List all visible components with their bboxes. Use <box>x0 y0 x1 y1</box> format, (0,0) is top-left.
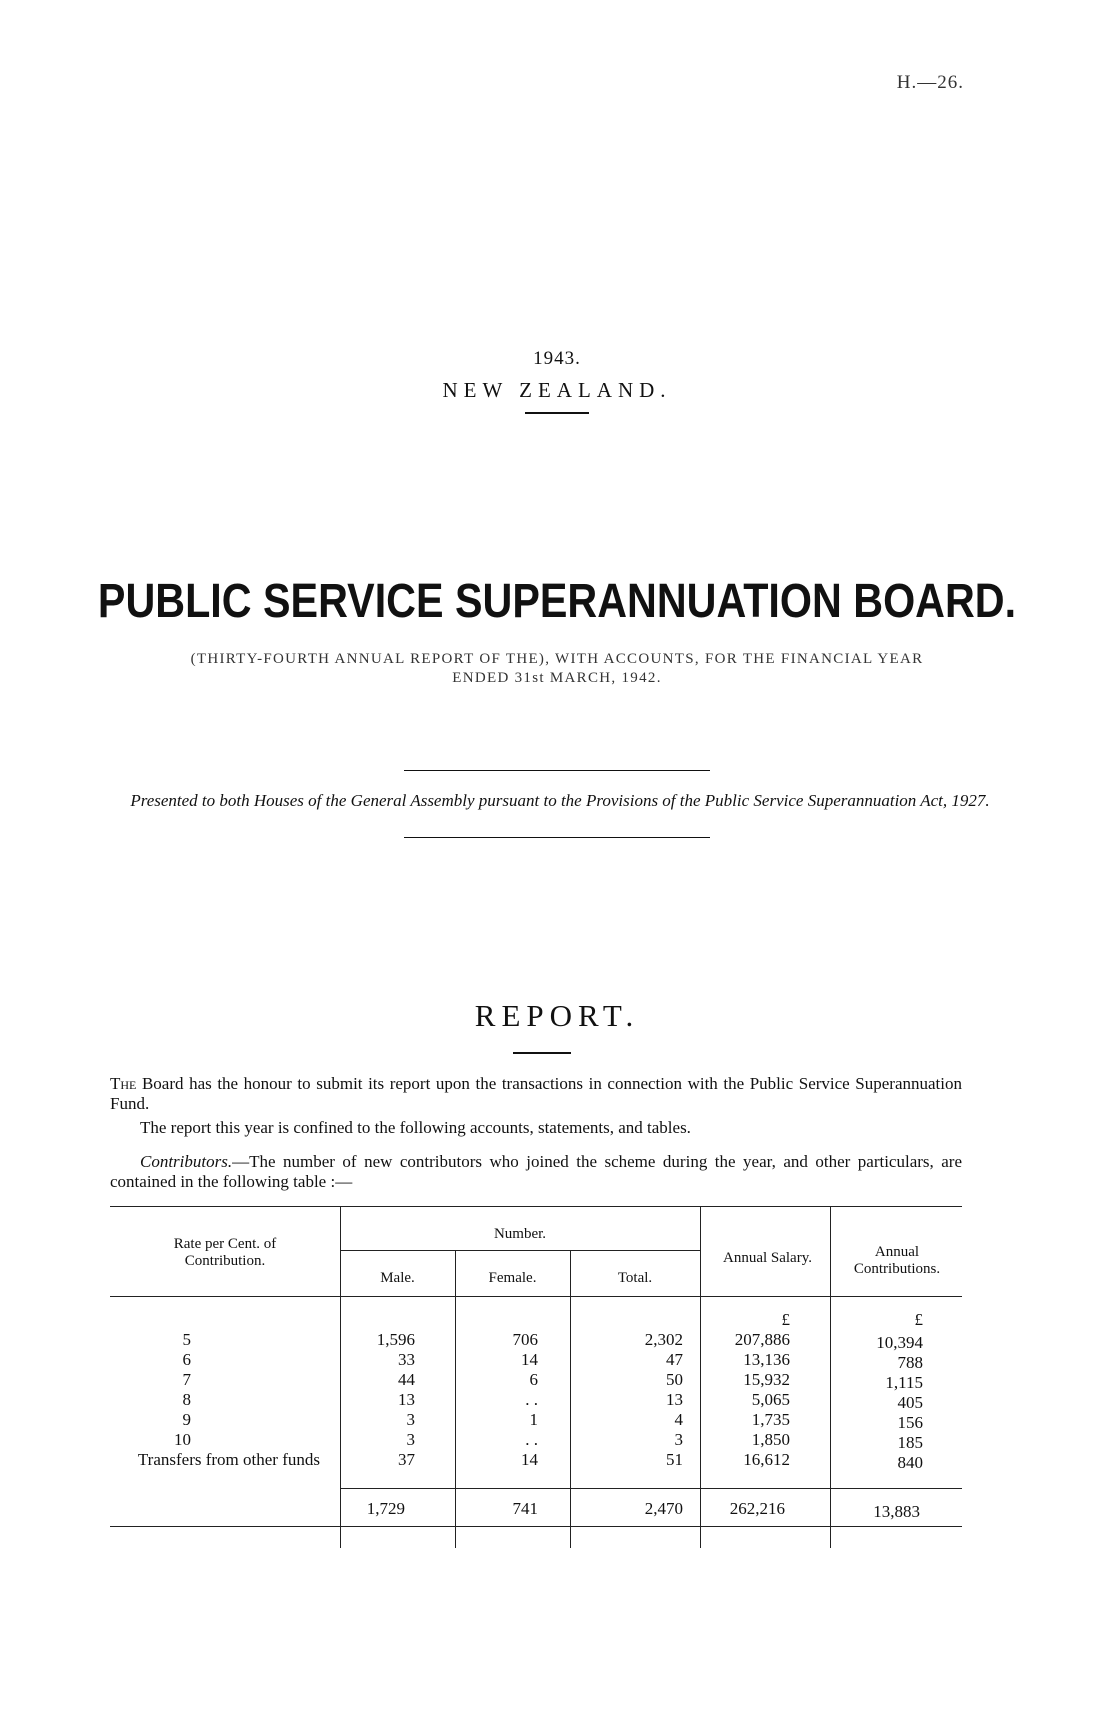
divider <box>404 837 710 838</box>
contributors-text: —The number of new contributors who joined the scheme during the year, and other particulars, are contained in the following table :— <box>110 1152 962 1191</box>
row-salary: 1,850 <box>751 1430 790 1449</box>
contributions-currency: £ <box>914 1310 923 1329</box>
row-male: 3 <box>406 1410 415 1429</box>
table-col-rule <box>700 1206 701 1548</box>
header-rate: Rate per Cent. of Contribution. <box>173 1236 277 1269</box>
subtitle-line-2: ENDED 31st MARCH, 1942. <box>452 670 662 686</box>
header-total: Total. <box>617 1270 653 1286</box>
header-female: Female. <box>488 1270 537 1286</box>
presentation-note: Presented to both Houses of the General Assembly pursuant to the Provisions of the Public Service Superannuation Act, 1927. <box>130 791 990 810</box>
table-col-rule <box>455 1250 456 1548</box>
row-total: 50 <box>666 1370 683 1389</box>
row-male: 13 <box>398 1390 415 1409</box>
header-salary: Annual Salary. <box>722 1250 812 1266</box>
contributors-paragraph <box>110 1152 962 1192</box>
row-contributions: 405 <box>897 1393 923 1412</box>
total-male: 1,729 <box>366 1499 405 1518</box>
row-contributions: 1,115 <box>885 1373 923 1392</box>
table-rule-header-bottom <box>110 1296 962 1297</box>
row-rate: 5 <box>182 1330 191 1349</box>
row-female: 6 <box>529 1370 538 1389</box>
document-reference: H.—26. <box>896 72 964 93</box>
header-contributions: Annual Contributions. <box>853 1244 941 1277</box>
header-male: Male. <box>380 1270 415 1286</box>
row-rate: 8 <box>182 1390 191 1409</box>
divider <box>404 770 710 771</box>
divider <box>513 1052 571 1054</box>
row-salary: 1,735 <box>751 1410 790 1429</box>
row-female: 1 <box>529 1410 538 1429</box>
row-male: 3 <box>406 1430 415 1449</box>
row-total: 51 <box>666 1450 683 1469</box>
row-female: . . <box>525 1390 538 1409</box>
row-rate: 6 <box>182 1350 191 1369</box>
row-contributions: 10,394 <box>876 1333 923 1352</box>
row-total: 4 <box>674 1410 683 1429</box>
report-heading: REPORT. <box>474 998 640 1033</box>
total-salary: 262,216 <box>729 1499 785 1518</box>
table-rule-top <box>110 1206 962 1207</box>
row-rate: Transfers from other funds <box>137 1450 320 1469</box>
contributors-table <box>110 1206 962 1548</box>
row-male: 1,596 <box>376 1330 415 1349</box>
divider <box>525 412 589 414</box>
table-rule-totals <box>340 1488 962 1489</box>
row-total: 3 <box>674 1430 683 1449</box>
row-male: 33 <box>398 1350 415 1369</box>
row-salary: 207,886 <box>734 1330 790 1349</box>
row-contributions: 156 <box>897 1413 923 1432</box>
country-heading: NEW ZEALAND. <box>442 378 672 402</box>
row-male: 37 <box>398 1450 415 1469</box>
document-title: PUBLIC SERVICE SUPERANNUATION BOARD. <box>97 575 1017 628</box>
total-female: 741 <box>512 1499 538 1518</box>
total-total: 2,470 <box>644 1499 683 1518</box>
row-salary: 13,136 <box>743 1350 790 1369</box>
row-female: 14 <box>521 1350 538 1369</box>
row-rate: 9 <box>182 1410 191 1429</box>
document-year: 1943. <box>533 348 581 369</box>
total-contributions: 13,883 <box>873 1502 920 1521</box>
subtitle-line-1: (THIRTY-FOURTH ANNUAL REPORT OF THE), WITH ACCOUNTS, FOR THE FINANCIAL YEAR <box>190 651 924 667</box>
row-total: 2,302 <box>644 1330 683 1349</box>
table-rule-number <box>340 1250 700 1251</box>
intro-paragraph <box>110 1074 962 1114</box>
row-total: 13 <box>666 1390 683 1409</box>
intro-text: Board has the honour to submit its report upon the transactions in connection with the Public Service Superannuation Fund. <box>110 1074 962 1113</box>
row-contributions: 840 <box>897 1453 923 1472</box>
table-col-rule <box>340 1206 341 1548</box>
row-total: 47 <box>666 1350 683 1369</box>
row-contributions: 185 <box>897 1433 923 1452</box>
header-number: Number. <box>493 1226 547 1242</box>
row-male: 44 <box>398 1370 415 1389</box>
document-subtitle <box>100 650 1014 688</box>
table-col-rule <box>570 1250 571 1548</box>
row-female: . . <box>525 1430 538 1449</box>
scope-paragraph: The report this year is confined to the following accounts, statements, and tables. <box>140 1118 691 1137</box>
contributors-label: Contributors. <box>140 1152 233 1171</box>
row-contributions: 788 <box>897 1353 923 1372</box>
row-female: 14 <box>521 1450 538 1469</box>
row-rate: 7 <box>182 1370 191 1389</box>
intro-lead: The <box>110 1074 137 1093</box>
row-rate: 10 <box>174 1430 191 1449</box>
table-rule-bottom <box>110 1526 962 1527</box>
row-salary: 5,065 <box>751 1390 790 1409</box>
row-female: 706 <box>512 1330 538 1349</box>
row-salary: 15,932 <box>743 1370 790 1389</box>
salary-currency: £ <box>781 1310 790 1329</box>
row-salary: 16,612 <box>743 1450 790 1469</box>
table-col-rule <box>830 1206 831 1548</box>
